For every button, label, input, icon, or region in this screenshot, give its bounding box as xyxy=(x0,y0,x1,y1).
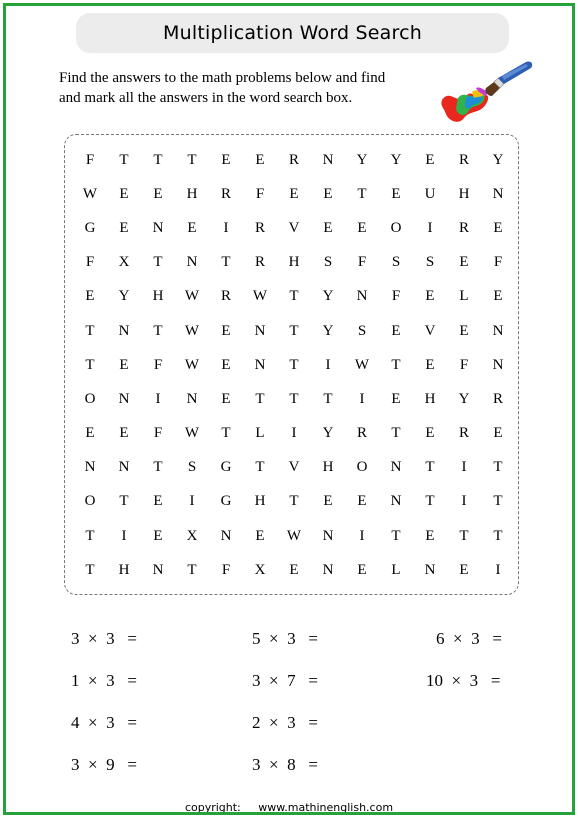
grid-letter[interactable]: N xyxy=(322,527,334,544)
grid-letter[interactable]: N xyxy=(492,322,504,339)
grid-letter[interactable]: E xyxy=(493,425,503,442)
grid-letter[interactable]: T xyxy=(425,493,435,510)
grid-letter[interactable]: E xyxy=(425,527,435,544)
grid-letter[interactable]: N xyxy=(118,459,130,476)
grid-letter[interactable]: E xyxy=(425,288,435,305)
grid-letter[interactable]: E xyxy=(85,425,95,442)
grid-letter[interactable]: F xyxy=(85,151,95,168)
instructions-line-1: Find the answers to the math problems below and find xyxy=(59,70,386,86)
grid-letter[interactable]: E xyxy=(119,356,129,373)
grid-letter[interactable]: S xyxy=(357,322,367,339)
grid-letter[interactable]: O xyxy=(356,459,368,476)
grid-letter[interactable]: N xyxy=(356,288,368,305)
grid-letter[interactable]: W xyxy=(82,185,98,202)
grid-letter[interactable]: E xyxy=(391,185,401,202)
grid-letter[interactable]: I xyxy=(223,219,229,236)
grid-letter[interactable]: T xyxy=(391,527,401,544)
grid-letter[interactable]: T xyxy=(255,390,265,407)
grid-letter[interactable]: G xyxy=(84,219,96,236)
grid-letter[interactable]: E xyxy=(425,425,435,442)
grid-letter[interactable]: E xyxy=(391,322,401,339)
grid-letter[interactable]: E xyxy=(459,561,469,578)
grid-letter[interactable]: V xyxy=(288,459,300,476)
grid-letter[interactable]: T xyxy=(85,527,95,544)
grid-letter[interactable]: W xyxy=(184,356,200,373)
grid-letter[interactable]: T xyxy=(289,390,299,407)
grid-letter[interactable]: Y xyxy=(322,425,334,442)
grid-letter[interactable]: I xyxy=(359,390,365,407)
grid-letter[interactable]: X xyxy=(186,527,198,544)
grid-letter[interactable]: E xyxy=(187,219,197,236)
grid-letter[interactable]: E xyxy=(221,151,231,168)
grid-letter[interactable]: E xyxy=(255,151,265,168)
instructions xyxy=(59,68,439,108)
problem-7: 4 × 3 = xyxy=(71,713,137,732)
grid-letter[interactable]: I xyxy=(291,425,297,442)
problem-5: 3 × 7 = xyxy=(252,671,318,690)
grid-letter[interactable]: S xyxy=(391,254,401,271)
grid-letter[interactable]: H xyxy=(322,459,334,476)
grid-letter[interactable]: T xyxy=(391,425,401,442)
grid-letter[interactable]: F xyxy=(153,356,163,373)
grid-letter[interactable]: N xyxy=(390,459,402,476)
grid-letter[interactable]: R xyxy=(458,425,469,442)
grid-letter[interactable]: E xyxy=(357,219,367,236)
grid-letter[interactable]: T xyxy=(425,459,435,476)
problem-6: 10 × 3 = xyxy=(426,671,501,690)
grid-letter[interactable]: E xyxy=(85,288,95,305)
grid-letter[interactable]: N xyxy=(390,493,402,510)
grid-letter[interactable]: L xyxy=(459,288,469,305)
grid-letter[interactable]: E xyxy=(323,185,333,202)
grid-letter[interactable]: Y xyxy=(458,390,470,407)
word-search-box xyxy=(64,134,519,595)
grid-letter[interactable]: W xyxy=(286,527,302,544)
grid-letter[interactable]: T xyxy=(119,493,129,510)
grid-letter[interactable]: E xyxy=(425,356,435,373)
grid-letter[interactable]: N xyxy=(492,185,504,202)
grid-letter[interactable]: H xyxy=(254,493,266,510)
grid-letter[interactable]: F xyxy=(153,425,163,442)
grid-letter[interactable]: V xyxy=(424,322,436,339)
grid-letter[interactable]: E xyxy=(119,425,129,442)
grid-letter[interactable]: E xyxy=(357,561,367,578)
grid-letter[interactable]: I xyxy=(359,527,365,544)
grid-letter[interactable]: Y xyxy=(118,288,130,305)
grid-letter[interactable]: T xyxy=(289,288,299,305)
grid-letter[interactable]: N xyxy=(492,356,504,373)
grid-letter[interactable]: I xyxy=(121,527,127,544)
title-banner xyxy=(76,13,509,53)
grid-letter[interactable]: E xyxy=(153,527,163,544)
grid-letter[interactable]: W xyxy=(184,425,200,442)
grid-letter[interactable]: T xyxy=(153,254,163,271)
grid-letter[interactable]: H xyxy=(186,185,198,202)
grid-letter[interactable]: T xyxy=(119,151,129,168)
grid-letter[interactable]: R xyxy=(356,425,367,442)
grid-letter[interactable]: T xyxy=(255,459,265,476)
grid-letter[interactable]: E xyxy=(119,219,129,236)
grid-letter[interactable]: H xyxy=(152,288,164,305)
grid-letter[interactable]: F xyxy=(391,288,401,305)
grid-letter[interactable]: Y xyxy=(322,288,334,305)
grid-letter[interactable]: E xyxy=(425,151,435,168)
grid-letter[interactable]: F xyxy=(357,254,367,271)
grid-letter[interactable]: T xyxy=(153,459,163,476)
grid-letter[interactable]: Y xyxy=(492,151,504,168)
grid-letter[interactable]: E xyxy=(357,493,367,510)
paintbrush-icon xyxy=(436,58,536,130)
grid-letter[interactable]: W xyxy=(354,356,370,373)
grid-letter[interactable]: L xyxy=(391,561,401,578)
grid-letter[interactable]: H xyxy=(424,390,436,407)
grid-letter[interactable]: T xyxy=(357,185,367,202)
grid-letter[interactable]: E xyxy=(153,185,163,202)
grid-letter[interactable]: T xyxy=(493,459,503,476)
grid-letter[interactable]: N xyxy=(254,356,266,373)
grid-letter[interactable]: E xyxy=(153,493,163,510)
grid-letter[interactable]: T xyxy=(153,322,163,339)
grid-letter[interactable]: T xyxy=(289,356,299,373)
grid-letter[interactable]: N xyxy=(118,390,130,407)
grid-letter[interactable]: E xyxy=(221,322,231,339)
problem-8: 2 × 3 = xyxy=(252,713,318,732)
grid-letter[interactable]: N xyxy=(322,561,334,578)
grid-letter[interactable]: I xyxy=(155,390,161,407)
grid-letter[interactable]: R xyxy=(492,390,503,407)
grid-letter[interactable]: N xyxy=(84,459,96,476)
grid-letter[interactable]: U xyxy=(424,185,436,202)
grid-letter[interactable]: R xyxy=(458,219,469,236)
grid-letter[interactable]: H xyxy=(458,185,470,202)
grid-letter[interactable]: G xyxy=(220,459,232,476)
grid-letter[interactable]: N xyxy=(152,219,164,236)
grid-letter[interactable]: E xyxy=(391,390,401,407)
grid-letter[interactable]: V xyxy=(288,219,300,236)
grid-letter[interactable]: X xyxy=(254,561,266,578)
grid-letter[interactable]: T xyxy=(493,493,503,510)
grid-letter[interactable]: R xyxy=(254,219,265,236)
grid-letter[interactable]: E xyxy=(289,185,299,202)
grid-letter[interactable]: W xyxy=(184,322,200,339)
worksheet-page xyxy=(3,3,575,815)
grid-letter[interactable]: F xyxy=(493,254,503,271)
grid-letter[interactable]: W xyxy=(252,288,268,305)
grid-letter[interactable]: E xyxy=(493,288,503,305)
grid-letter[interactable]: G xyxy=(220,493,232,510)
grid-letter[interactable]: Y xyxy=(390,151,402,168)
grid-letter[interactable]: E xyxy=(493,219,503,236)
grid-letter[interactable]: E xyxy=(221,390,231,407)
grid-letter[interactable]: T xyxy=(391,356,401,373)
grid-letter[interactable]: I xyxy=(427,219,433,236)
grid-letter[interactable]: E xyxy=(323,219,333,236)
problem-4: 1 × 3 = xyxy=(71,671,137,690)
grid-letter[interactable]: H xyxy=(288,254,300,271)
grid-letter[interactable]: I xyxy=(495,561,501,578)
grid-letter[interactable]: T xyxy=(221,425,231,442)
grid-letter[interactable]: T xyxy=(459,527,469,544)
grid-letter[interactable]: H xyxy=(118,561,130,578)
grid-letter[interactable]: T xyxy=(85,356,95,373)
grid-letter[interactable]: O xyxy=(84,390,96,407)
copyright-label: copyright: xyxy=(184,801,241,814)
page-title: Multiplication Word Search xyxy=(163,22,422,44)
grid-letter[interactable]: N xyxy=(424,561,436,578)
website-link[interactable]: www.mathinenglish.com xyxy=(258,801,394,814)
grid-letter[interactable]: R xyxy=(288,151,299,168)
grid-letter[interactable]: N xyxy=(118,322,130,339)
grid-letter[interactable]: E xyxy=(323,493,333,510)
grid-letter[interactable]: O xyxy=(390,219,402,236)
grid-letter[interactable]: E xyxy=(459,322,469,339)
grid-letter[interactable]: I xyxy=(325,356,331,373)
problem-9: 3 × 9 = xyxy=(71,755,137,774)
grid-letter[interactable]: T xyxy=(289,493,299,510)
grid-letter[interactable]: N xyxy=(254,322,266,339)
grid-letter[interactable]: T xyxy=(493,527,503,544)
grid-letter[interactable]: W xyxy=(184,288,200,305)
grid-letter[interactable]: R xyxy=(458,151,469,168)
grid-letter[interactable]: S xyxy=(425,254,435,271)
instructions-line-2: and mark all the answers in the word search box. xyxy=(59,90,353,106)
grid-letter[interactable]: R xyxy=(254,254,265,271)
problem-10: 3 × 8 = xyxy=(252,755,318,774)
footer xyxy=(6,801,572,814)
grid-letter[interactable]: R xyxy=(220,288,231,305)
grid-letter[interactable]: S xyxy=(323,254,333,271)
grid-letter[interactable]: N xyxy=(186,390,198,407)
grid-letter[interactable]: T xyxy=(221,254,231,271)
grid-letter[interactable]: S xyxy=(187,459,197,476)
grid-letter[interactable]: R xyxy=(220,185,231,202)
grid-letter[interactable]: N xyxy=(186,254,198,271)
grid-letter[interactable]: E xyxy=(255,527,265,544)
grid-letter[interactable]: Y xyxy=(322,322,334,339)
grid-letter[interactable]: E xyxy=(459,254,469,271)
grid-letter[interactable]: T xyxy=(289,322,299,339)
grid-letter[interactable]: L xyxy=(255,425,265,442)
grid-letter[interactable]: E xyxy=(221,356,231,373)
grid-letter[interactable]: X xyxy=(118,254,130,271)
grid-letter[interactable]: E xyxy=(289,561,299,578)
grid-letter[interactable]: F xyxy=(459,356,469,373)
grid-letter[interactable]: T xyxy=(187,151,197,168)
grid-letter[interactable]: I xyxy=(461,493,467,510)
grid-letter[interactable]: T xyxy=(85,561,95,578)
grid-letter[interactable]: E xyxy=(119,185,129,202)
grid-letter[interactable]: F xyxy=(255,185,265,202)
problem-2: 5 × 3 = xyxy=(252,629,318,648)
grid-letter[interactable]: T xyxy=(323,390,333,407)
grid-letter[interactable]: T xyxy=(153,151,163,168)
grid-letter[interactable]: T xyxy=(187,561,197,578)
problem-3: 6 × 3 = xyxy=(436,629,502,648)
grid-letter[interactable]: T xyxy=(85,322,95,339)
grid-letter[interactable]: O xyxy=(84,493,96,510)
grid-letter[interactable]: N xyxy=(220,527,232,544)
problem-1: 3 × 3 = xyxy=(71,629,137,648)
grid-letter[interactable]: Y xyxy=(356,151,368,168)
grid-letter[interactable]: N xyxy=(322,151,334,168)
grid-letter[interactable]: I xyxy=(189,493,195,510)
grid-letter[interactable]: F xyxy=(221,561,231,578)
letter-grid xyxy=(73,143,515,587)
grid-letter[interactable]: N xyxy=(152,561,164,578)
grid-letter[interactable]: I xyxy=(461,459,467,476)
grid-letter[interactable]: F xyxy=(85,254,95,271)
